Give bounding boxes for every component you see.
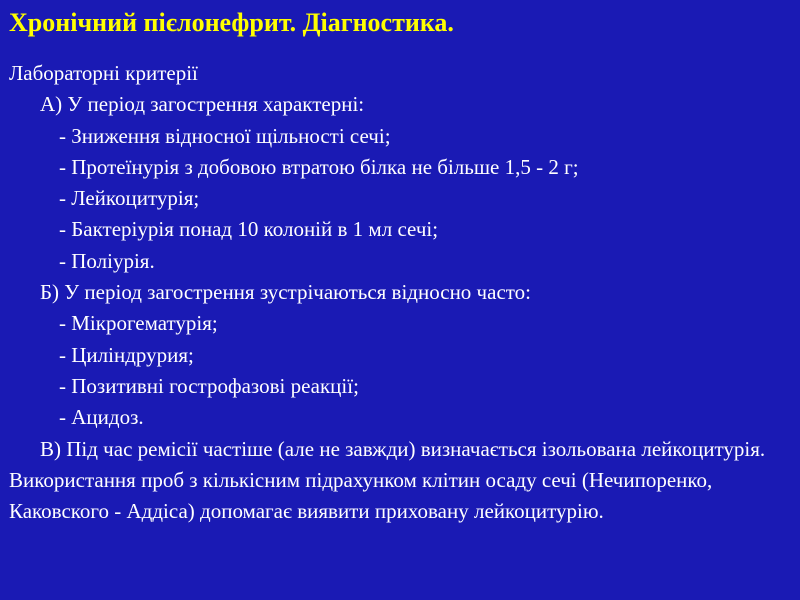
section-b-item: - Мікрогематурія; — [59, 311, 218, 336]
section-a-item: - Лейкоцитурія; — [59, 186, 200, 211]
section-heading: Лабораторні критерії — [9, 61, 198, 85]
slide-title: Хронічний пієлонефрит. Діагностика. — [9, 8, 454, 37]
slide-body — [9, 58, 789, 527]
section-b-label: Б) У період загострення зустрічаються відносно часто: — [40, 280, 531, 305]
section-a-item: - Протеїнурія з добовою втратою білка не більше 1,5 - 2 г; — [59, 154, 579, 179]
section-a-label: А) У період загострення характерні: — [40, 92, 365, 117]
section-b-item: - Циліндрурия; — [59, 342, 194, 367]
section-b-item: - Позитивні гострофазові реакції; — [59, 373, 359, 398]
section-a-item: - Поліурія. — [59, 248, 155, 273]
section-a-item: - Бактеріурія понад 10 колоній в 1 мл сечі; — [59, 217, 439, 242]
section-b-item: - Ацидоз. — [59, 405, 144, 430]
section-c-paragraph: В) Під час ремісії частіше (але не завжди) визначається ізольована лейкоцитурія. Використання проб з кількісним підрахунком клітин осаду сечі (Нечипоренко, Каковского - Аддіса) допомагає виявити приховану лейкоцитурію. — [9, 436, 766, 524]
section-a-item: - Зниження відносної щільності сечі; — [59, 123, 391, 148]
